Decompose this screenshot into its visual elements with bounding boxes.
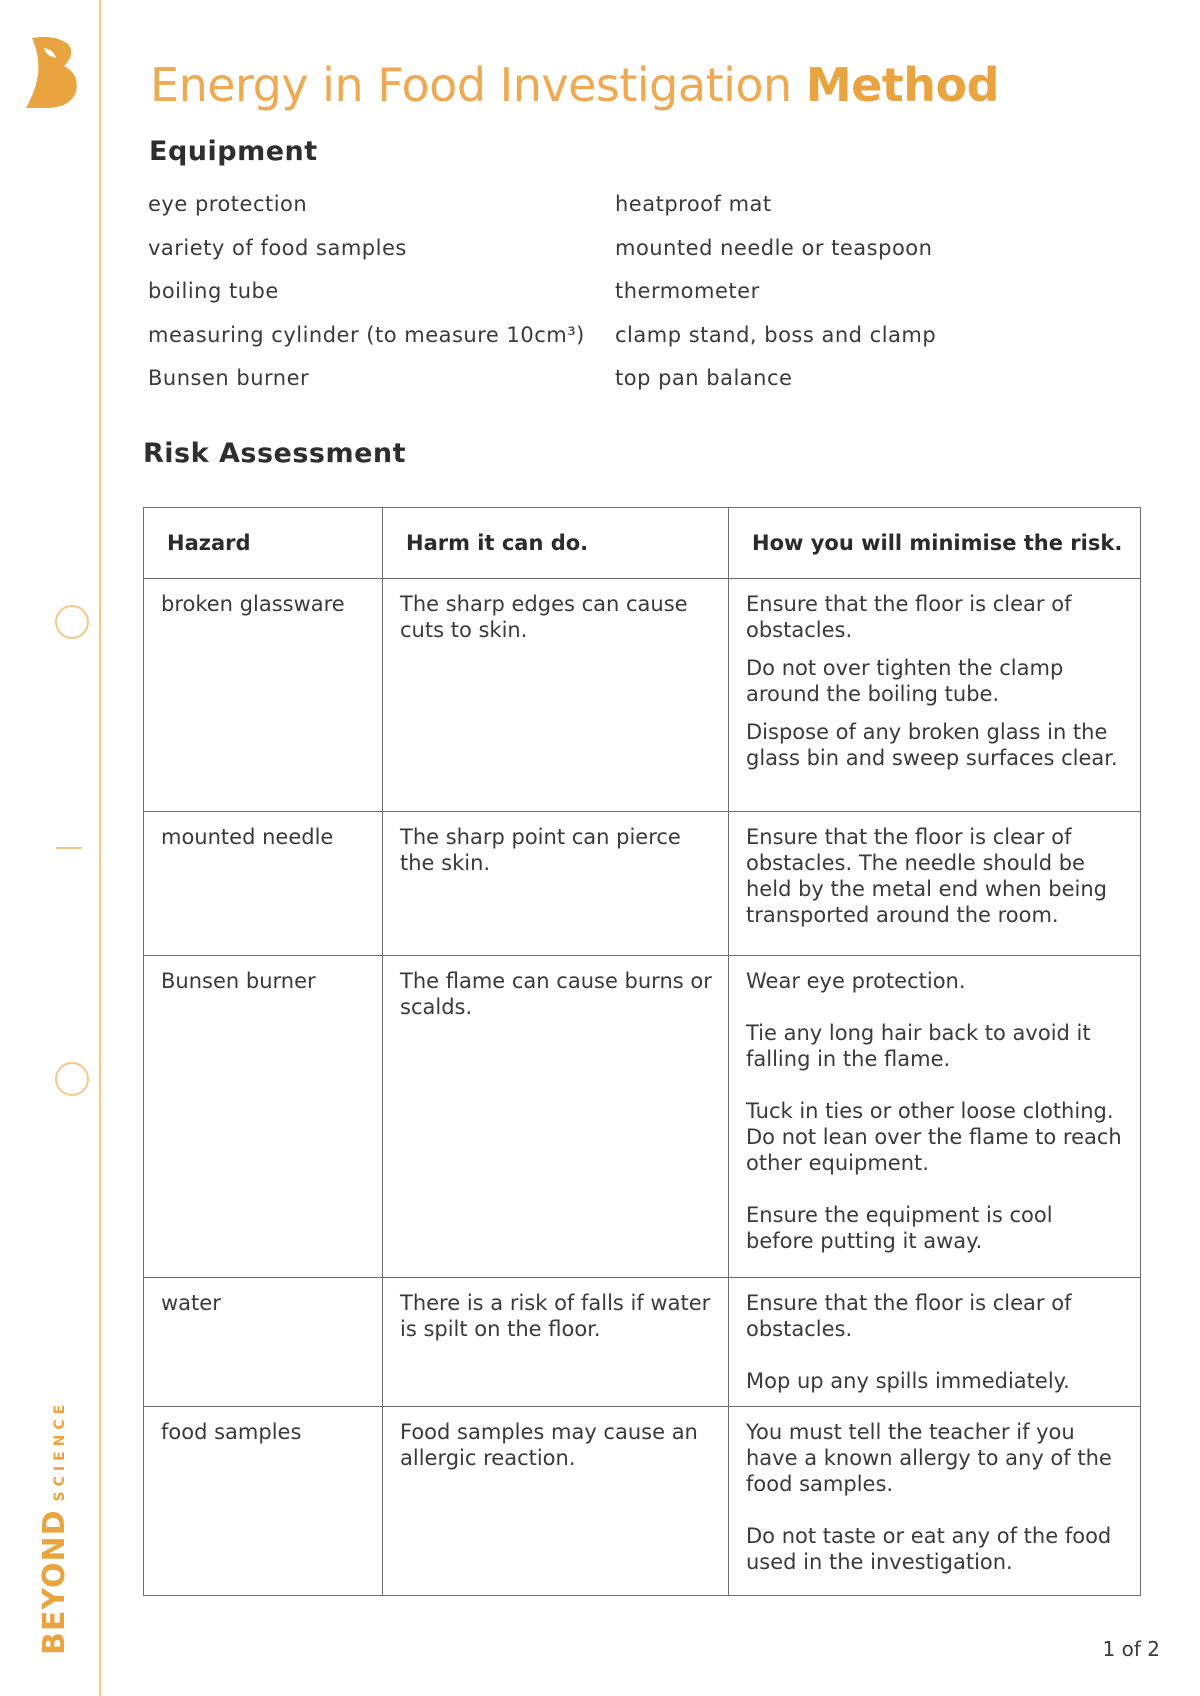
hazard-cell: water bbox=[144, 1278, 383, 1407]
harm-cell: There is a risk of falls if water is spilt on the floor. bbox=[383, 1278, 729, 1407]
equipment-item: clamp stand, boss and clamp bbox=[615, 322, 937, 347]
minimise-step: Mop up any spills immediately. bbox=[746, 1369, 1070, 1393]
page-number: 1 of 2 bbox=[1102, 1637, 1160, 1661]
hazard-cell: mounted needle bbox=[144, 812, 383, 956]
table-row bbox=[144, 1278, 1141, 1407]
minimise-cell bbox=[729, 1278, 1141, 1407]
binder-hole bbox=[55, 1062, 89, 1096]
minimise-step: Ensure that the floor is clear of obstacles. bbox=[746, 592, 1072, 642]
harm-cell: The flame can cause burns or scalds. bbox=[383, 956, 729, 1278]
title-emphasis: Method bbox=[805, 58, 1000, 112]
beyond-logo-icon bbox=[24, 34, 80, 110]
harm-cell: The sharp point can pierce the skin. bbox=[383, 812, 729, 956]
equipment-item: variety of food samples bbox=[148, 235, 407, 260]
equipment-item: measuring cylinder (to measure 10cm³) bbox=[148, 322, 585, 347]
minimise-step: Do not taste or eat any of the food used in the investigation. bbox=[746, 1524, 1112, 1574]
brand-word-beyond: BEYOND bbox=[37, 1509, 72, 1655]
brand-wordmark bbox=[37, 1400, 72, 1655]
minimise-cell bbox=[729, 1407, 1141, 1596]
minimise-step: Ensure the equipment is cool before putting it away. bbox=[746, 1203, 1053, 1253]
table-row bbox=[144, 956, 1141, 1278]
minimise-cell bbox=[729, 579, 1141, 812]
table-row bbox=[144, 812, 1141, 956]
minimise-cell bbox=[729, 812, 1141, 956]
harm-cell: The sharp edges can cause cuts to skin. bbox=[383, 579, 729, 812]
hazard-cell: broken glassware bbox=[144, 579, 383, 812]
minimise-step: You must tell the teacher if you have a known allergy to any of the food samples. bbox=[746, 1420, 1112, 1496]
hazard-cell: food samples bbox=[144, 1407, 383, 1596]
brand-word-science: SCIENCE bbox=[52, 1399, 68, 1502]
equipment-item: boiling tube bbox=[148, 279, 279, 303]
binder-hole bbox=[55, 605, 89, 639]
header-harm: Harm it can do. bbox=[383, 508, 729, 579]
minimise-cell bbox=[729, 956, 1141, 1278]
equipment-heading: Equipment bbox=[149, 136, 318, 167]
header-hazard: Hazard bbox=[144, 508, 383, 579]
fold-mark bbox=[56, 847, 82, 849]
equipment-list bbox=[148, 192, 968, 410]
header-minimise: How you will minimise the risk. bbox=[729, 508, 1141, 579]
risk-heading: Risk Assessment bbox=[143, 438, 407, 469]
equipment-row bbox=[148, 236, 968, 280]
title-main: Energy in Food Investigation bbox=[150, 58, 792, 112]
minimise-step: Ensure that the floor is clear of obstacles. The needle should be held by the metal end when being transported around the room. bbox=[746, 825, 1107, 927]
equipment-row bbox=[148, 192, 968, 236]
minimise-step: Wear eye protection. bbox=[746, 969, 966, 993]
harm-cell: Food samples may cause an allergic reaction. bbox=[383, 1407, 729, 1596]
equipment-row bbox=[148, 366, 968, 410]
equipment-item: eye protection bbox=[148, 192, 308, 216]
minimise-step: Ensure that the floor is clear of obstacles. bbox=[746, 1291, 1072, 1341]
margin-line bbox=[99, 0, 101, 1696]
minimise-step: Tie any long hair back to avoid it falling in the flame. bbox=[746, 1021, 1091, 1071]
table-row bbox=[144, 579, 1141, 812]
equipment-item: thermometer bbox=[615, 279, 760, 303]
equipment-row bbox=[148, 323, 968, 367]
hazard-cell: Bunsen burner bbox=[144, 956, 383, 1278]
minimise-step: Do not over tighten the clamp around the boiling tube. bbox=[746, 656, 1064, 706]
minimise-step: Tuck in ties or other loose clothing. Do not lean over the flame to reach other equipment. bbox=[746, 1099, 1122, 1175]
equipment-row bbox=[148, 279, 968, 323]
minimise-step: Dispose of any broken glass in the glass bin and sweep surfaces clear. bbox=[746, 720, 1118, 770]
equipment-item: mounted needle or teaspoon bbox=[615, 235, 933, 260]
equipment-item: heatproof mat bbox=[615, 192, 772, 216]
equipment-item: Bunsen burner bbox=[148, 366, 310, 390]
risk-table bbox=[143, 507, 1141, 1596]
risk-header-row bbox=[144, 508, 1141, 579]
page-title bbox=[150, 58, 999, 112]
table-row bbox=[144, 1407, 1141, 1596]
equipment-item: top pan balance bbox=[615, 366, 793, 390]
